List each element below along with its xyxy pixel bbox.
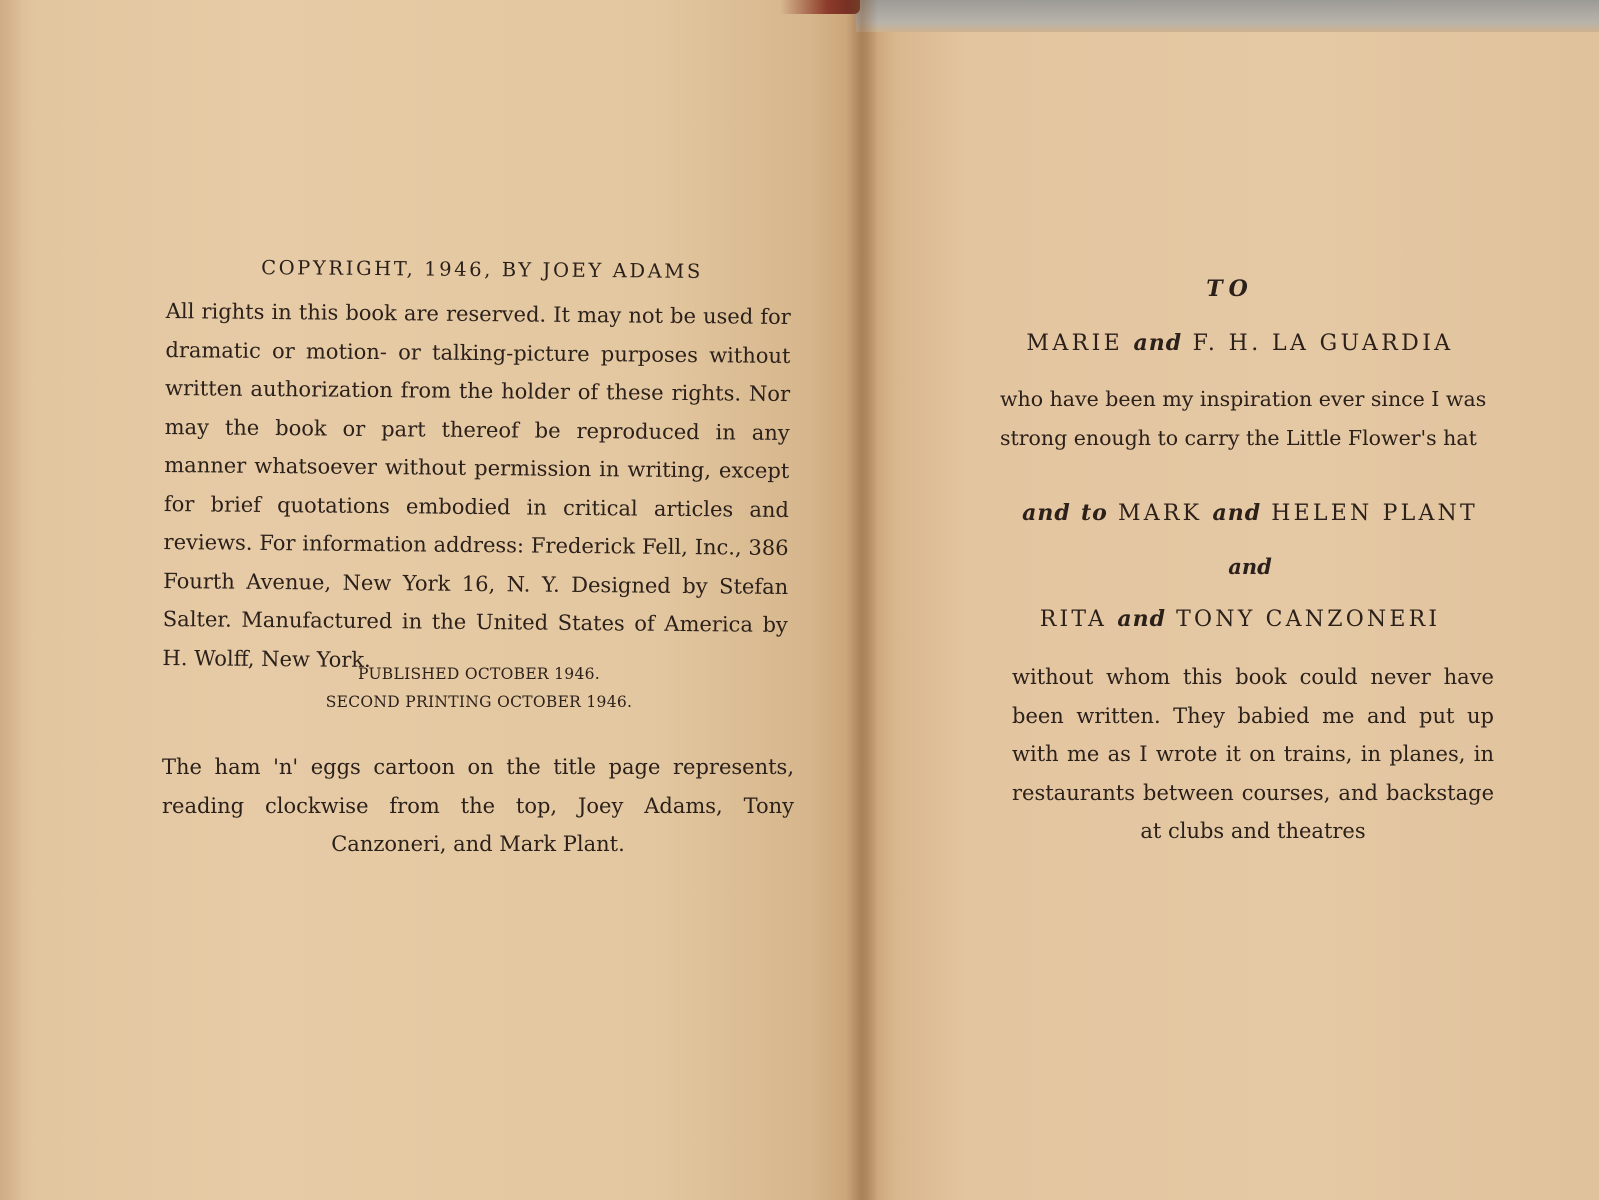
name-rita: RITA	[1039, 607, 1108, 632]
copyright-heading: COPYRIGHT, 1946, BY JOEY ADAMS	[261, 256, 703, 283]
background-strip	[856, 0, 1599, 32]
conjunction: and	[1212, 500, 1262, 526]
name-la-guardia: F. H. LA GUARDIA	[1192, 331, 1454, 356]
second-printing-line: SECOND PRINTING OCTOBER 1946.	[325, 693, 633, 711]
name-tony-canzoneri: TONY CANZONERI	[1176, 607, 1441, 632]
lead-and: and	[1022, 500, 1071, 526]
conjunction: and	[1133, 330, 1183, 356]
book-gutter	[846, 0, 878, 1200]
published-line: PUBLISHED OCTOBER 1946.	[357, 665, 601, 683]
dedication-names-1	[1000, 330, 1480, 356]
name-helen-plant: HELEN PLANT	[1271, 501, 1478, 526]
lead-to: to	[1080, 500, 1108, 526]
dedication-paragraph-1: who have been my inspiration ever since I was strong enough to carry the Little Flower's hat	[1000, 387, 1487, 450]
dedication-and: and	[1228, 554, 1272, 579]
publication-info	[165, 660, 793, 716]
dedication-paragraph-2: without whom this book could never have been written. They babied me and put up with me as I wrote it on trains, in planes, in restaurants between courses, and backstage at clubs and theatres	[1012, 665, 1494, 843]
name-mark: MARK	[1118, 501, 1203, 526]
rights-paragraph	[162, 292, 791, 683]
conjunction: and	[1117, 606, 1166, 632]
rights-text: All rights in this book are reserved. It may not be used for dramatic or motion- or talking-picture purposes without written authorization from the holder of these rights. Nor may the book or part thereof be reproduced in any manner whatsoever without permission in writing, except for brief quotations embodied in critical articles and reviews. For information address: Frederick Fell, Inc., 386 Fourth Avenue, New York 16, N. Y. Designed by Stefan Salter. Manufactured in the United States of America by H. Wolff, New York.	[162, 298, 791, 672]
name-marie: MARIE	[1026, 331, 1124, 356]
left-page-edge	[0, 0, 22, 1200]
cartoon-note: The ham 'n' eggs cartoon on the title page represents, reading clockwise from the top, Joey Adams, Tony Canzoneri, and Mark Plant.	[162, 755, 794, 856]
dedication-names-3	[1000, 606, 1480, 632]
dedication-names-2	[1000, 500, 1500, 526]
dedication-to: TO	[1206, 276, 1254, 302]
